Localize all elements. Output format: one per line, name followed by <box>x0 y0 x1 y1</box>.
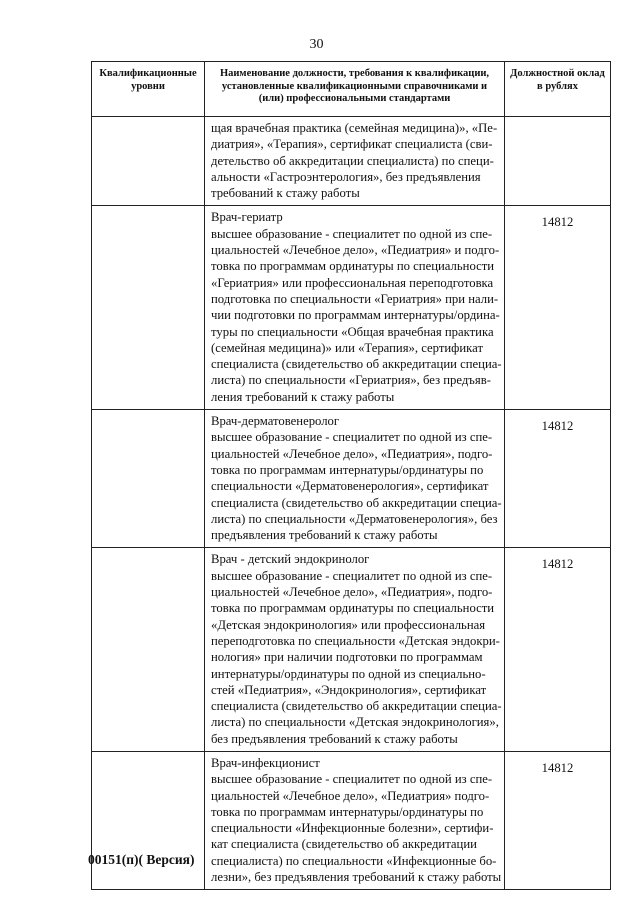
document-footer <box>88 852 194 868</box>
description-line: циальностей «Лечебное дело», «Педиатрия» и подго- <box>211 243 500 258</box>
position-title: Врач - детский эндокринолог <box>211 552 370 567</box>
description-line: высшее образование - специалитет по одной из спе- <box>211 568 493 583</box>
description-line: лезни», без предъявления требований к стажу работы <box>211 870 502 885</box>
description-line: ления требований к стажу работы <box>211 389 395 404</box>
table-header-row <box>92 62 611 117</box>
salary-cell: 14812 <box>505 410 611 548</box>
position-title: Врач-инфекционист <box>211 755 320 770</box>
position-description-cell <box>205 548 505 752</box>
description-line: листа) по специальности «Детская эндокринология», <box>211 715 499 730</box>
description-line: переподготовка по специальности «Детская эндокри- <box>211 633 500 648</box>
level-cell <box>92 117 205 206</box>
footer-version: ( Версия) <box>138 852 195 867</box>
description-line: товка по программам ординатуры по специальности <box>211 259 495 274</box>
description-line: туры по специальности «Общая врачебная практика <box>211 324 494 339</box>
salary-cell <box>505 117 611 206</box>
position-title: Врач-дерматовенеролог <box>211 414 340 429</box>
salary-cell: 14812 <box>505 206 611 410</box>
description-line: стей «Педиатрия», «Эндокринология», сертификат <box>211 682 487 697</box>
description-line: (семейная медицина)» или «Терапия», сертификат <box>211 340 483 355</box>
salary-cell: 14812 <box>505 751 611 889</box>
description-line: товка по программам ординатуры по специальности <box>211 601 495 616</box>
level-cell <box>92 548 205 752</box>
description-line: циальностей «Лечебное дело», «Педиатрия» подго- <box>211 788 490 803</box>
description-line: требований к стажу работы <box>211 186 360 201</box>
description-line: листа) по специальности «Гериатрия», без предъяв- <box>211 373 491 388</box>
header-salary: Должностной оклад в рублях <box>505 62 611 117</box>
salary-cell: 14812 <box>505 548 611 752</box>
header-position-requirements: Наименование должности, требования к квалификации, установленные квалификационными справочниками и (или) профессиональными стандартами <box>205 62 505 117</box>
table-row <box>92 751 611 889</box>
table-row <box>92 410 611 548</box>
description-line: диатрия», «Терапия», сертификат специалиста (сви- <box>211 137 493 152</box>
description-line: щая врачебная практика (семейная медицина)», «Пе- <box>211 121 498 135</box>
qualification-table <box>91 61 611 890</box>
description-line: циальностей «Лечебное дело», «Педиатрия», подго- <box>211 446 493 461</box>
description-line: предъявления требований к стажу работы <box>211 528 438 543</box>
table-row <box>92 117 611 206</box>
page-number: 30 <box>309 37 324 52</box>
description-line: «Детская эндокринология» или профессиональная <box>211 617 486 632</box>
description-line: специальности «Инфекционные болезни», сертифи- <box>211 821 494 836</box>
description-line: подготовка по специальности «Гериатрия» при нали- <box>211 291 499 306</box>
description-line: товка по программам интернатуры/ординатуры по <box>211 462 484 477</box>
footer-code: 00151(п) <box>88 852 139 867</box>
level-cell <box>92 206 205 410</box>
description-line: высшее образование - специалитет по одной из спе- <box>211 430 493 445</box>
position-description-cell <box>205 206 505 410</box>
description-line: нология» при наличии подготовки по программам <box>211 650 483 665</box>
table-row <box>92 206 611 410</box>
description-line: высшее образование - специалитет по одной из спе- <box>211 226 493 241</box>
position-description-cell <box>205 410 505 548</box>
description-line: высшее образование - специалитет по одной из спе- <box>211 772 493 787</box>
description-line: интернатуры/ординатуры по одной из специально- <box>211 666 486 681</box>
description-line: чии подготовки по программам интернатуры/ордина- <box>211 308 500 323</box>
description-line: специалиста (свидетельство об аккредитации специа- <box>211 495 502 510</box>
description-line: листа) по специальности «Дерматовенерология», без <box>211 511 498 526</box>
position-title: Врач-гериатр <box>211 210 283 225</box>
description-line: «Гериатрия» или профессиональная переподготовка <box>211 275 494 290</box>
table-row <box>92 548 611 752</box>
description-line: детельство об аккредитации специалиста) по специ- <box>211 153 494 168</box>
level-cell <box>92 410 205 548</box>
position-description-cell <box>205 751 505 889</box>
position-description-cell <box>205 117 505 206</box>
level-cell <box>92 751 205 889</box>
description-line: специалиста) по специальности «Инфекционные бо- <box>211 853 497 868</box>
description-line: кат специалиста (свидетельство об аккредитации <box>211 837 477 852</box>
description-line: специалиста (свидетельство об аккредитации специа- <box>211 357 502 372</box>
description-line: товка по программам интернатуры/ординатуры по <box>211 804 484 819</box>
description-line: специальности «Дерматовенерология», сертификат <box>211 479 489 494</box>
description-line: без предъявления требований к стажу работы <box>211 731 458 746</box>
description-line: специалиста (свидетельство об аккредитации специа- <box>211 699 502 714</box>
description-line: альности «Гастроэнтерология», без предъявления <box>211 169 481 184</box>
description-line: циальностей «Лечебное дело», «Педиатрия», подго- <box>211 585 493 600</box>
header-qualification-levels: Квалификационные уровни <box>92 62 205 117</box>
